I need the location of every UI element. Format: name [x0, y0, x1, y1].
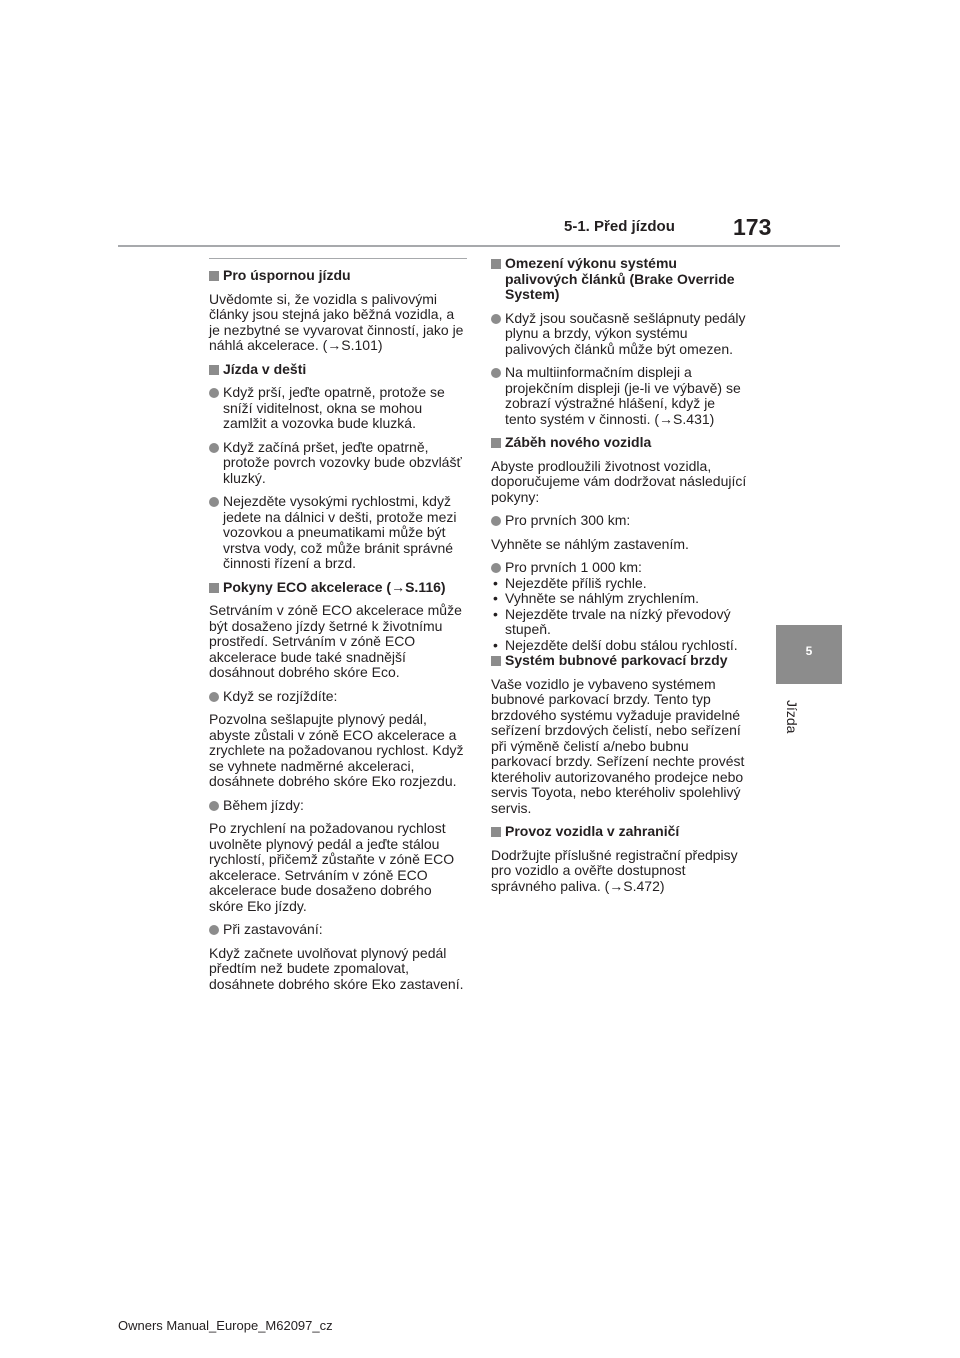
bullet-item: Pro prvních 300 km: — [491, 513, 749, 529]
dash-item: • Vyhněte se náhlým zrychlením. — [491, 591, 749, 607]
section-title: 5-1. Před jízdou — [564, 218, 675, 235]
right-column — [491, 256, 749, 902]
bullet-item: Při zastavování: — [209, 922, 467, 938]
footer-text: Owners Manual_Europe_M62097_cz — [118, 1318, 333, 1333]
bullet-item: Když jsou současně sešlápnuty pedály plynu a brzdy, výkon systému palivových článků může být omezen. — [491, 311, 749, 358]
paragraph: Pozvolna sešlapujte plynový pedál, abyste zůstali v zóně ECO akcelerace a zrychlete na požadovanou rychlost. Když se vyhnete nadměrné akceleraci, dosáhnete dobrého skóre Eko rozjezdu. — [209, 711, 464, 789]
column-divider — [209, 258, 467, 259]
section-heading: Systém bubnové parkovací brzdy — [491, 653, 749, 669]
paragraph: Když začnete uvolňovat plynový pedál předtím než budete zpomalovat, dosáhnete dobrého skóre Eko zastavení. — [209, 944, 464, 992]
bullet-item: Když začíná pršet, jeďte opatrně, protože povrch vozovky bude obzvlášť kluzký. — [209, 440, 467, 487]
bullet-item: Když prší, jeďte opatrně, protože se sníží viditelnost, okna se mohou zamlžit a vozovka bude kluzká. — [209, 385, 467, 432]
paragraph: Po zrychlení na požadovanou rychlost uvolněte plynový pedál a jeďte stálou rychlostí, přičemž zůstaňte v zóně ECO akcelerace. Setrváním v zóně ECO akcelerace bude dosaženo dobrého skóre Eko jízdy. — [209, 820, 455, 914]
section-heading: Jízda v dešti — [209, 362, 467, 378]
paragraph: Vyhněte se náhlým zastavením. — [491, 535, 689, 552]
bullet-item: Během jízdy: — [209, 798, 467, 814]
paragraph: Setrváním v zóně ECO akcelerace může být dosaženo jízdy šetrné k životnímu prostředí. Setrváním v zóně ECO akcelerace bude také snadnější dosáhnout dobrého skóre Eco. — [209, 602, 462, 680]
bullet-item: Když se rozjíždíte: — [209, 689, 467, 705]
chapter-label: Jízda — [784, 700, 800, 734]
section-heading: Omezení výkonu systému palivových článků (Brake Override System) — [491, 256, 749, 303]
paragraph: Vaše vozidlo je vybaveno systémem bubnové parkovací brzdy. Tento typ brzdového systému vyžaduje pravidelné seřízení brzdových čelistí, nebo seřízení při výměně čelistí a/nebo bubnu parkovací brzdy. Seřízení nechte provést kteréholiv autorizovaného prodejce nebo servis Toyota, nebo kteréholiv spolehlivý servis. — [491, 675, 745, 816]
dash-item: • Nejezděte trvale na nízký převodový stupeň. — [491, 607, 749, 638]
page-number: 173 — [733, 214, 772, 240]
section-heading: Provoz vozidla v zahraničí — [491, 824, 749, 840]
section-heading: Pokyny ECO akcelerace (→S.116) — [209, 580, 467, 596]
section-heading: Záběh nového vozidla — [491, 435, 749, 451]
bullet-item: Na multiinformačním displeji a projekčním displeji (je-li ve výbavě) se zobrazí výstražné hlášení, když je tento systém v činnosti. (→S.431) — [491, 365, 749, 427]
paragraph: Dodržujte příslušné registrační předpisy pro vozidlo a ověřte dostupnost správného paliva. (→S.472) — [491, 846, 738, 894]
bullet-item: Nejezděte vysokými rychlostmi, když jedete na dálnici v dešti, protože mezi vozovkou a pneumatikami může být vrstva vody, což může bránit správné činnosti řízení a brzd. — [209, 494, 467, 572]
section-heading: Pro úspornou jízdu — [209, 268, 467, 284]
left-column — [209, 258, 467, 1000]
paragraph: Abyste prodloužili životnost vozidla, doporučujeme vám dodržovat následující pokyny: — [491, 457, 747, 505]
dash-item: • Nejezděte příliš rychle. — [491, 576, 749, 592]
bullet-item: Pro prvních 1 000 km: — [491, 560, 749, 576]
chapter-tab — [776, 625, 842, 684]
chapter-number: 5 — [805, 644, 813, 658]
header-divider — [118, 245, 840, 247]
dash-item: • Nejezděte delší dobu stálou rychlostí. — [491, 638, 749, 654]
paragraph: Uvědomte si, že vozidla s palivovými články jsou stejná jako běžná vozidla, a je nezbytné se vyvarovat činností, jako je náhlá akcelerace. (→S.101) — [209, 290, 464, 353]
